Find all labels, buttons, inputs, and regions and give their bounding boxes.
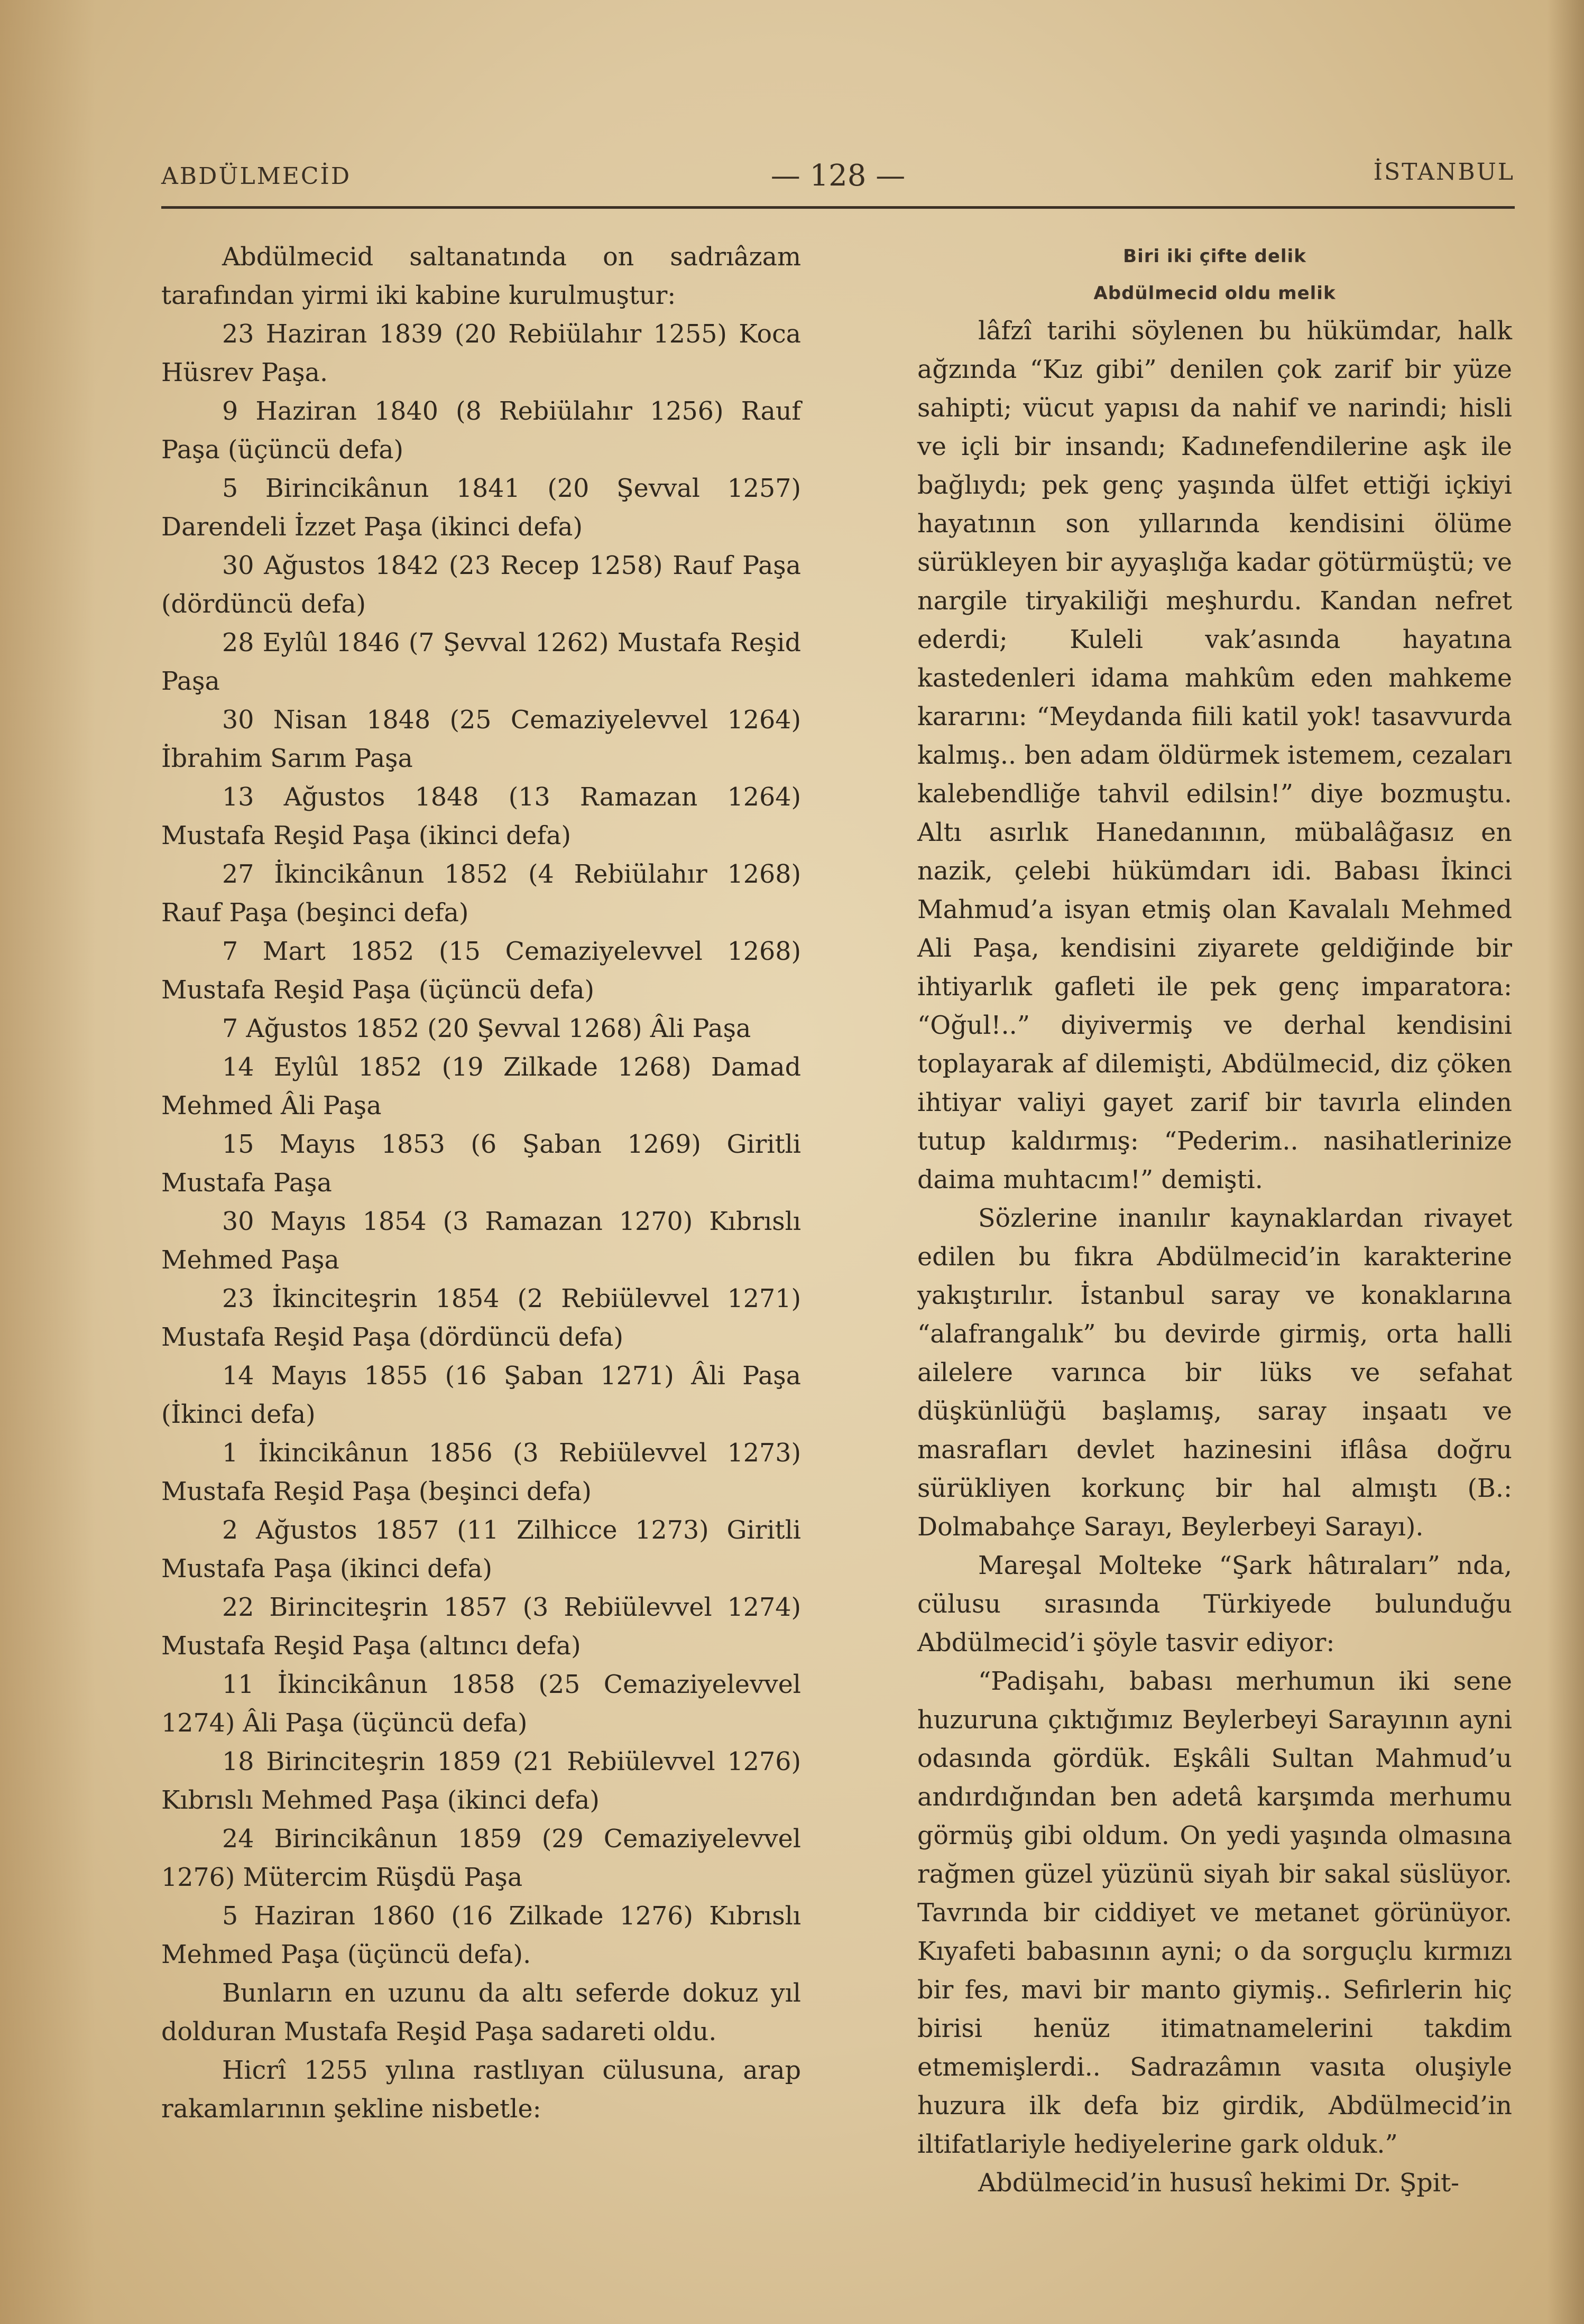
right-column [917, 238, 1512, 2202]
cabinet-entry: 15 Mayıs 1853 (6 Şaban 1269) Giritli Mustafa Paşa [161, 1130, 801, 1198]
paragraph: Hicrî 1255 yılına rastlıyan cülusuna, arap rakamlarının şekline nisbetle: [161, 2056, 801, 2124]
paragraph: lâfzî tarihi söylenen bu hükümdar, halk ağzında “Kız gibi” denilen çok zarif bir yüze sahipti; vücut yapısı da nahif ve narindi; hisli ve içli bir insandı; Kadınefendilerine aşk ile bağlıydı; pek genç yaşında ülfet ettiği içkiyi hayatının son yıllarında kendisini ölüme sürükleyen bir ayyaşlığa kadar götürmüştü; ve nargile tiryakiliği meşhurdu. Kandan nefret ederdi; Kuleli vak’asında hayatına kastedenleri idama mahkûm eden mahkeme kararını: “Meydanda fiili katil yok! tasavvurda kalmış.. ben adam öldürmek istemem, cezaları kalebendliğe tahvil edilsin!” diye bozmuştu. Altı asırlık Hanedanının, mübalâğasız en nazik, çelebi hükümdarı idi. Babası İkinci Mahmud’a isyan etmiş olan Kavalalı Mehmed Ali Paşa, kendisini ziyarete geldiğinde bir ihtiyarlık gafleti ile pek genç imparatora: “Oğul!..” diyivermiş ve derhal kendisini toplayarak af dilemişti, Abdülmecid, diz çöken ihtiyar valiyi gayet zarif bir tavırla elinden tutup kaldırmış: “Pederim.. nasihatlerinize daima muhtacım!” demişti. [917, 317, 1512, 1195]
paragraph: Abdülmecid’in hususî hekimi Dr. Şpit- [978, 2169, 1460, 2198]
cabinet-entry: 2 Ağustos 1857 (11 Zilhicce 1273) Giritli Mustafa Paşa (ikinci defa) [161, 1516, 801, 1584]
paragraph: Abdülmecid saltanatında on sadrıâzam tarafından yirmi iki kabine kurulmuştur: [161, 243, 801, 310]
cabinet-entry: 7 Ağustos 1852 (20 Şevval 1268) Âli Paşa [222, 1014, 751, 1043]
cabinet-entry: 5 Birincikânun 1841 (20 Şevval 1257) Darendeli İzzet Paşa (ikinci defa) [161, 474, 801, 542]
cabinet-entry: 5 Haziran 1860 (16 Zilkade 1276) Kıbrıslı Mehmed Paşa (üçüncü defa). [161, 1902, 801, 1969]
page-number: — 128 — [770, 159, 906, 193]
running-head-left: ABDÜLMECİD [161, 163, 352, 190]
cabinet-entry: 11 İkincikânun 1858 (25 Cemaziyelevvel 1274) Âli Paşa (üçüncü defa) [161, 1670, 801, 1738]
cabinet-entry: 23 İkinciteşrin 1854 (2 Rebiülevvel 1271) Mustafa Reşid Paşa (dördüncü defa) [161, 1284, 801, 1352]
cabinet-entry: 23 Haziran 1839 (20 Rebiülahır 1255) Koca Hüsrev Paşa. [161, 320, 801, 387]
paragraph: Sözlerine inanılır kaynaklardan rivayet edilen bu fıkra Abdülmecid’in karakterine yakıştırılır. İstanbul saray ve konaklarına “alafrangalık” bu devirde girmiş, orta halli ailelere varınca bir lüks ve sefahat düşkünlüğü başlamış, saray inşaatı ve masrafları devlet hazinesini iflâsa doğru sürükliyen korkunç bir hal almıştı (B.: Dolmabahçe Sarayı, Beylerbeyi Sarayı). [917, 1204, 1512, 1542]
cabinet-entry: 7 Mart 1852 (15 Cemaziyelevvel 1268) Mustafa Reşid Paşa (üçüncü defa) [161, 937, 801, 1005]
cabinet-entry: 30 Nisan 1848 (25 Cemaziyelevvel 1264) İbrahim Sarım Paşa [161, 706, 801, 773]
cabinet-entry: 30 Mayıs 1854 (3 Ramazan 1270) Kıbrıslı Mehmed Paşa [161, 1207, 801, 1275]
cabinet-entry: 30 Ağustos 1842 (23 Recep 1258) Rauf Paşa (dördüncü defa) [161, 551, 801, 619]
cabinet-entry: 14 Eylûl 1852 (19 Zilkade 1268) Damad Mehmed Âli Paşa [161, 1053, 801, 1121]
paragraph: Mareşal Molteke “Şark hâtıraları” nda, cülusu sırasında Türkiyede bulunduğu Abdülmecid’i şöyle tasvir ediyor: [917, 1551, 1512, 1658]
page-header [161, 159, 1515, 201]
verse-line: Abdülmecid oldu melik [1093, 283, 1336, 304]
cabinet-entry: 14 Mayıs 1855 (16 Şaban 1271) Âli Paşa (İkinci defa) [161, 1362, 801, 1429]
cabinet-entry: 28 Eylûl 1846 (7 Şevval 1262) Mustafa Reşid Paşa [161, 628, 801, 696]
header-rule [161, 206, 1515, 209]
verse-line: Biri iki çifte delik [1123, 246, 1306, 267]
cabinet-entry: 18 Birinciteşrin 1859 (21 Rebiülevvel 1276) Kıbrıslı Mehmed Paşa (ikinci defa) [161, 1747, 801, 1815]
cabinet-entry: 22 Birinciteşrin 1857 (3 Rebiülevvel 1274) Mustafa Reşid Paşa (altıncı defa) [161, 1593, 801, 1661]
cabinet-entry: 24 Birincikânun 1859 (29 Cemaziyelevvel 1276) Mütercim Rüşdü Paşa [161, 1825, 801, 1892]
cabinet-entry: 1 İkincikânun 1856 (3 Rebiülevvel 1273) Mustafa Reşid Paşa (beşinci defa) [161, 1439, 801, 1506]
running-head-right: İSTANBUL [1373, 159, 1515, 186]
paragraph: Bunların en uzunu da altı seferde dokuz yıl dolduran Mustafa Reşid Paşa sadareti oldu. [161, 1979, 801, 2047]
quotation: “Padişahı, babası merhumun iki sene huzuruna çıktığımız Beylerbeyi Sarayının ayni odasında gördük. Eşkâli Sultan Mahmud’u andırdığından ben adetâ karşımda merhumu görmüş gibi oldum. On yedi yaşında olmasına rağmen güzel yüzünü siyah bir sakal süslüyor. Tavrında bir ciddiyet ve metanet görünüyor. Kıyafeti babasının ayni; o da sorguçlu kırmızı bir fes, mavi bir manto giymiş.. Sefirlerin hiç birisi henüz itimatnamelerini takdim etmemişlerdi.. Sadrazâmın vasıta oluşiyle huzura ilk defa biz girdik, Abdülmecid’in iltifatlariyle hediyelerine gark olduk.” [917, 1667, 1512, 2159]
cabinet-entry: 13 Ağustos 1848 (13 Ramazan 1264) Mustafa Reşid Paşa (ikinci defa) [161, 783, 801, 850]
left-column [161, 238, 801, 2128]
cabinet-entry: 9 Haziran 1840 (8 Rebiülahır 1256) Rauf Paşa (üçüncü defa) [161, 397, 801, 465]
cabinet-entry: 27 İkincikânun 1852 (4 Rebiülahır 1268) Rauf Paşa (beşinci defa) [161, 860, 801, 928]
